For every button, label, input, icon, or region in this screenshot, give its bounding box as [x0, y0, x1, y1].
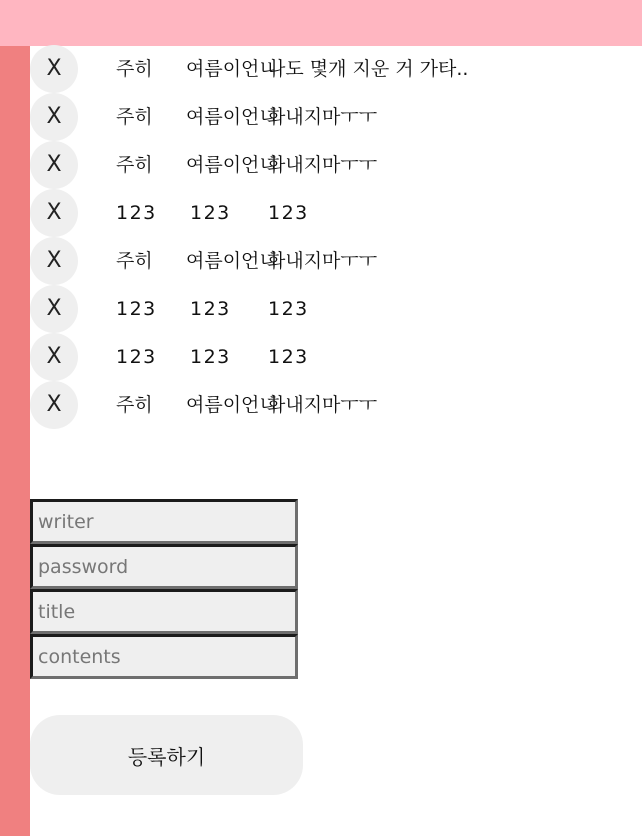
post-password: 123	[190, 346, 231, 368]
post-title: 123	[268, 298, 309, 320]
header-bar	[0, 0, 642, 46]
delete-button[interactable]: X	[30, 333, 78, 381]
post-row	[30, 45, 630, 93]
post-form	[30, 499, 298, 679]
post-row	[30, 237, 630, 285]
password-input[interactable]	[30, 544, 298, 589]
post-title: 나도 몇개 지운 거 가타..	[267, 58, 469, 80]
post-row	[30, 285, 630, 333]
post-title: 화내지마ㅜㅜ	[267, 154, 378, 176]
delete-button[interactable]: X	[30, 189, 78, 237]
submit-button[interactable]: 등록하기	[30, 715, 303, 795]
delete-button[interactable]: X	[30, 381, 78, 429]
post-password: 여름이언니	[186, 58, 278, 80]
post-writer: 주히	[116, 394, 153, 416]
delete-button[interactable]: X	[30, 45, 78, 93]
sidebar	[0, 46, 30, 836]
post-row	[30, 333, 630, 381]
post-password: 123	[190, 298, 231, 320]
delete-button[interactable]: X	[30, 237, 78, 285]
post-title: 123	[268, 202, 309, 224]
post-writer: 123	[116, 202, 157, 224]
post-title: 화내지마ㅜㅜ	[267, 106, 378, 128]
post-writer: 123	[116, 298, 157, 320]
post-password: 여름이언니	[186, 154, 278, 176]
post-writer: 주히	[116, 250, 153, 272]
post-title: 화내지마ㅜㅜ	[267, 394, 378, 416]
post-row	[30, 381, 630, 429]
writer-input[interactable]	[30, 499, 298, 544]
delete-button[interactable]: X	[30, 285, 78, 333]
post-writer: 주히	[116, 106, 153, 128]
post-row	[30, 189, 630, 237]
post-password: 123	[190, 202, 231, 224]
post-password: 여름이언니	[186, 394, 278, 416]
post-row	[30, 93, 630, 141]
post-password: 여름이언니	[186, 106, 278, 128]
post-writer: 123	[116, 346, 157, 368]
title-input[interactable]	[30, 589, 298, 634]
post-title: 화내지마ㅜㅜ	[267, 250, 378, 272]
contents-input[interactable]	[30, 634, 298, 679]
post-list	[30, 45, 630, 429]
post-password: 여름이언니	[186, 250, 278, 272]
post-row	[30, 141, 630, 189]
post-writer: 주히	[116, 58, 153, 80]
delete-button[interactable]: X	[30, 141, 78, 189]
delete-button[interactable]: X	[30, 93, 78, 141]
post-writer: 주히	[116, 154, 153, 176]
post-title: 123	[268, 346, 309, 368]
